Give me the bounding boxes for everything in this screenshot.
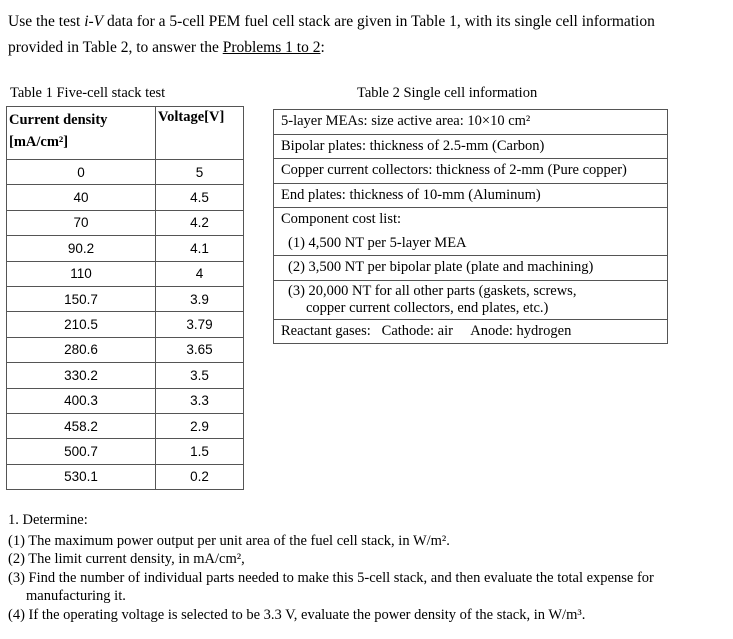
voltage-cell: 4.2: [156, 210, 244, 235]
voltage-cell: 1.5: [156, 439, 244, 464]
table-row: [7, 312, 244, 337]
table-row: [7, 185, 244, 210]
problems-link[interactable]: Problems 1 to 2: [222, 39, 321, 56]
current-density-cell: 530.1: [7, 464, 156, 489]
row-cost-title: Component cost list:: [274, 208, 668, 232]
table1-caption: Table 1 Five-cell stack test: [10, 85, 166, 101]
current-density-cell: 90.2: [7, 236, 156, 261]
current-density-cell: 330.2: [7, 363, 156, 388]
row-cost-3: (3) 20,000 NT for all other parts (gaskets, screws, copper current collectors, end plates, etc.): [274, 280, 668, 319]
intro-line-1: Use the test i-V data for a 5-cell PEM fuel cell stack are given in Table 1, with its single cell information: [8, 13, 655, 30]
current-density-cell: 150.7: [7, 286, 156, 311]
iv-label: i-V: [84, 13, 104, 30]
intro-line-2: provided in Table 2, to answer the Problems 1 to 2:: [8, 39, 325, 56]
table-row: [7, 210, 244, 235]
table1-five-cell-stack: [6, 106, 244, 490]
voltage-cell: 3.9: [156, 286, 244, 311]
voltage-cell: 2.9: [156, 413, 244, 438]
table-row: [7, 236, 244, 261]
voltage-cell: 3.3: [156, 388, 244, 413]
table2-single-cell: [273, 109, 668, 344]
row-cost-1: (1) 4,500 NT per 5-layer MEA: [274, 232, 668, 256]
problem-1: (1) The maximum power output per unit area of the fuel cell stack, in W/m².: [8, 532, 450, 549]
current-density-cell: 280.6: [7, 337, 156, 362]
current-density-cell: 0: [7, 160, 156, 185]
header-voltage: Voltage[V]: [156, 107, 244, 160]
row-collectors: Copper current collectors: thickness of 2-mm (Pure copper): [274, 159, 668, 184]
table-row: [7, 464, 244, 489]
current-density-cell: 500.7: [7, 439, 156, 464]
table-row: [7, 261, 244, 286]
intro-paragraph: [8, 9, 728, 61]
voltage-cell: 4: [156, 261, 244, 286]
voltage-cell: 3.79: [156, 312, 244, 337]
table2-caption: Table 2 Single cell information: [357, 85, 538, 101]
current-density-cell: 210.5: [7, 312, 156, 337]
voltage-cell: 4.5: [156, 185, 244, 210]
row-gases: Reactant gases: Cathode: air Anode: hydrogen: [274, 319, 668, 344]
voltage-cell: 3.65: [156, 337, 244, 362]
problems-section: [8, 511, 730, 624]
voltage-cell: 5: [156, 160, 244, 185]
current-density-cell: 400.3: [7, 388, 156, 413]
voltage-cell: 0.2: [156, 464, 244, 489]
row-cost-2: (2) 3,500 NT per bipolar plate (plate and machining): [274, 256, 668, 281]
table1-body: [7, 160, 244, 490]
table-row: [7, 413, 244, 438]
current-density-cell: 70: [7, 210, 156, 235]
table-row: [7, 337, 244, 362]
row-endplates: End plates: thickness of 10-mm (Aluminum): [274, 183, 668, 208]
voltage-cell: 4.1: [156, 236, 244, 261]
problem-4: (4) If the operating voltage is selected to be 3.3 V, evaluate the power density of the stack, in W/m³.: [8, 606, 586, 623]
current-density-cell: 40: [7, 185, 156, 210]
table-row: [7, 388, 244, 413]
problem-2: (2) The limit current density, in mA/cm²,: [8, 551, 245, 567]
problem-3: (3) Find the number of individual parts needed to make this 5-cell stack, and then evaluate the total expense for manufacturing it.: [8, 569, 654, 604]
row-bipolar: Bipolar plates: thickness of 2.5-mm (Carbon): [274, 134, 668, 159]
current-density-cell: 110: [7, 261, 156, 286]
problems-heading: 1. Determine:: [8, 512, 88, 528]
header-current-density: Current density [mA/cm²]: [7, 107, 156, 160]
table-row: [7, 363, 244, 388]
table-row: [7, 160, 244, 185]
table-row: [7, 286, 244, 311]
table-row: [7, 439, 244, 464]
current-density-cell: 458.2: [7, 413, 156, 438]
row-mea: 5-layer MEAs: size active area: 10×10 cm²: [274, 110, 668, 135]
voltage-cell: 3.5: [156, 363, 244, 388]
